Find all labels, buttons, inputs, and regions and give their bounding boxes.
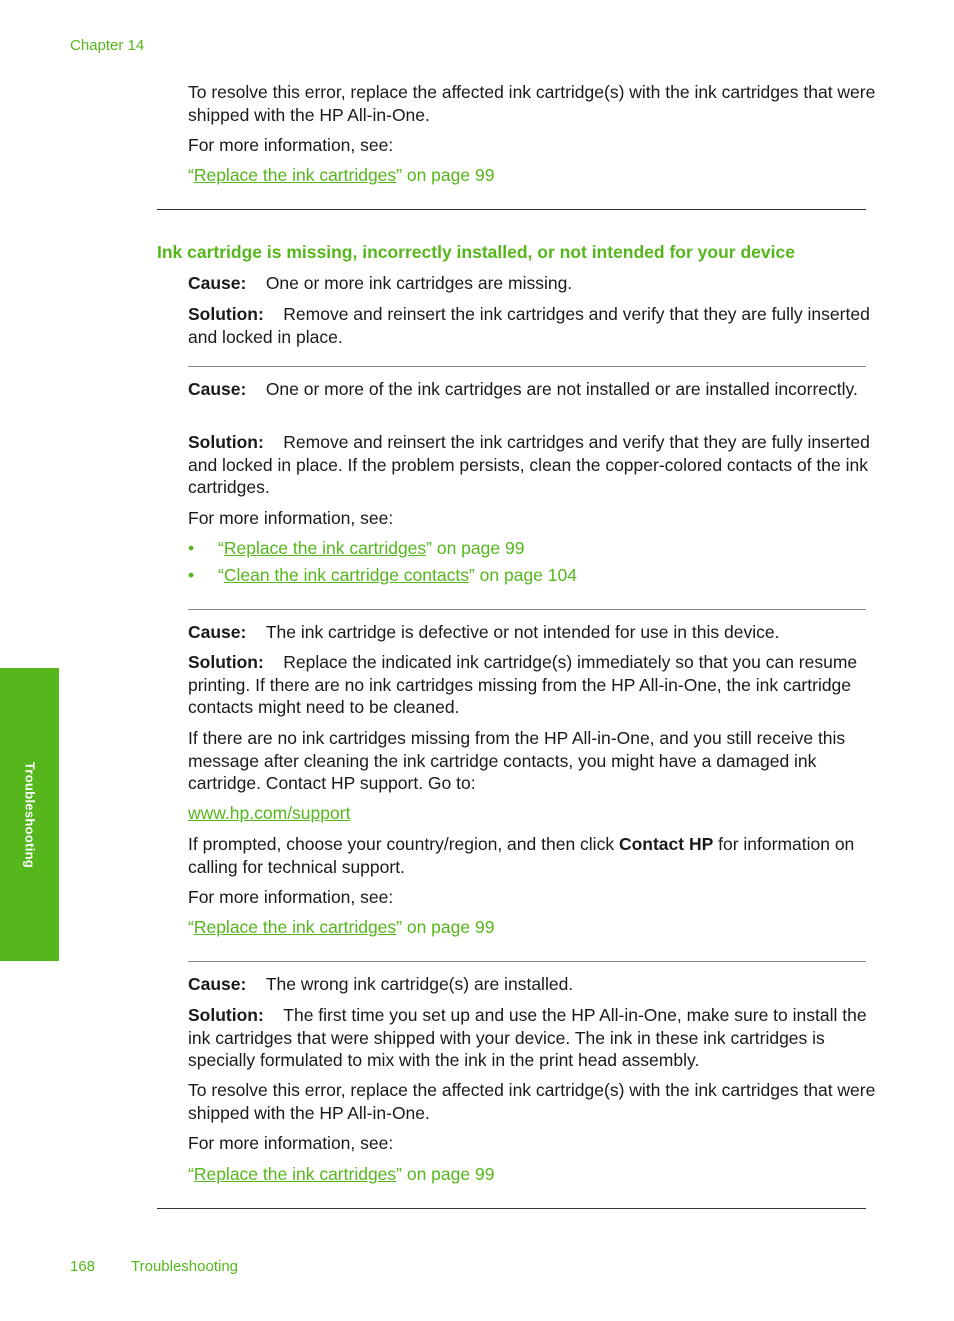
side-tab-label: Troubleshooting [22,761,37,868]
chapter-label: Chapter 14 [70,37,145,54]
block3-solution: Solution: Replace the indicated ink cartridge(s) immediately so that you can resume printing. If there are no ink cartridges missing from the HP All-in-One, the ink cartridge contacts might need to be cleaned. [188,652,858,718]
block4-cause: Cause: The wrong ink cartridge(s) are installed. [188,974,574,994]
intro-more-info: For more information, see: [188,135,394,155]
block4-more-info: For more information, see: [188,1133,394,1153]
block-divider [188,961,866,962]
footer-section: Troubleshooting [131,1258,239,1275]
block1-solution: Solution: Remove and reinsert the ink cartridges and verify that they are fully inserted and locked in place. [188,304,870,347]
replace-cartridges-link[interactable]: Replace the ink cartridges [193,1164,397,1184]
replace-cartridges-link[interactable]: Replace the ink cartridges [193,165,397,185]
block3-more-info: For more information, see: [188,887,394,907]
block2-more-info: For more information, see: [188,508,394,528]
bullet-item: “Replace the ink cartridges” on page 99 [218,538,525,558]
page-number: 168 [70,1258,96,1275]
block3-url-line [188,802,878,825]
block4-solution: Solution: The first time you set up and use the HP All-in-One, make sure to install the ink cartridges that were shipped with your device. The ink in these ink cartridges is specially formulated to mix with the ink in the print head assembly. [188,1005,867,1071]
block1-cause: Cause: One or more ink cartridges are missing. [188,273,573,293]
block4-resolve: To resolve this error, replace the affected ink cartridge(s) with the ink cartridges that were shipped with the HP All-in-One. [188,1080,876,1123]
block3-cause: Cause: The ink cartridge is defective or not intended for use in this device. [188,622,780,642]
intro-resolve-text: To resolve this error, replace the affected ink cartridge(s) with the ink cartridges that were shipped with the HP All-in-One. [188,82,876,125]
block4-link-line: “Replace the ink cartridges” on page 99 [188,1164,495,1184]
block-divider [188,366,866,367]
bullet-marker: • [188,538,195,558]
replace-cartridges-link[interactable]: Replace the ink cartridges [193,917,397,937]
block2-cause: Cause: One or more of the ink cartridges are not installed or are installed incorrectly. [188,379,858,399]
block3-paragraph: If there are no ink cartridges missing from the HP All-in-One, and you still receive this message after cleaning the ink cartridge contacts, you might have a damaged ink cartridge. Contact HP support. Go to: [188,728,846,794]
section-divider [157,1208,866,1209]
bullet-item: “Clean the ink cartridge contacts” on page 104 [218,565,577,585]
intro-link-line: “Replace the ink cartridges” on page 99 [188,165,495,185]
clean-contacts-link[interactable]: Clean the ink cartridge contacts [223,565,469,585]
block2-solution: Solution: Remove and reinsert the ink cartridges and verify that they are fully inserted and locked in place. If the problem persists, clean the copper-colored contacts of the ink cartridges. [188,432,870,498]
section-divider [157,209,866,210]
block3-link-line: “Replace the ink cartridges” on page 99 [188,917,495,937]
block3-prompt: If prompted, choose your country/region, and then click Contact HP for information on calling for technical support. [188,834,855,877]
hp-support-link[interactable]: www.hp.com/support [188,803,351,823]
replace-cartridges-link[interactable]: Replace the ink cartridges [223,538,427,558]
section-heading: Ink cartridge is missing, incorrectly installed, or not intended for your device [157,242,795,262]
side-tab [0,668,59,961]
bullet-marker: • [188,565,195,585]
block-divider [188,609,866,610]
